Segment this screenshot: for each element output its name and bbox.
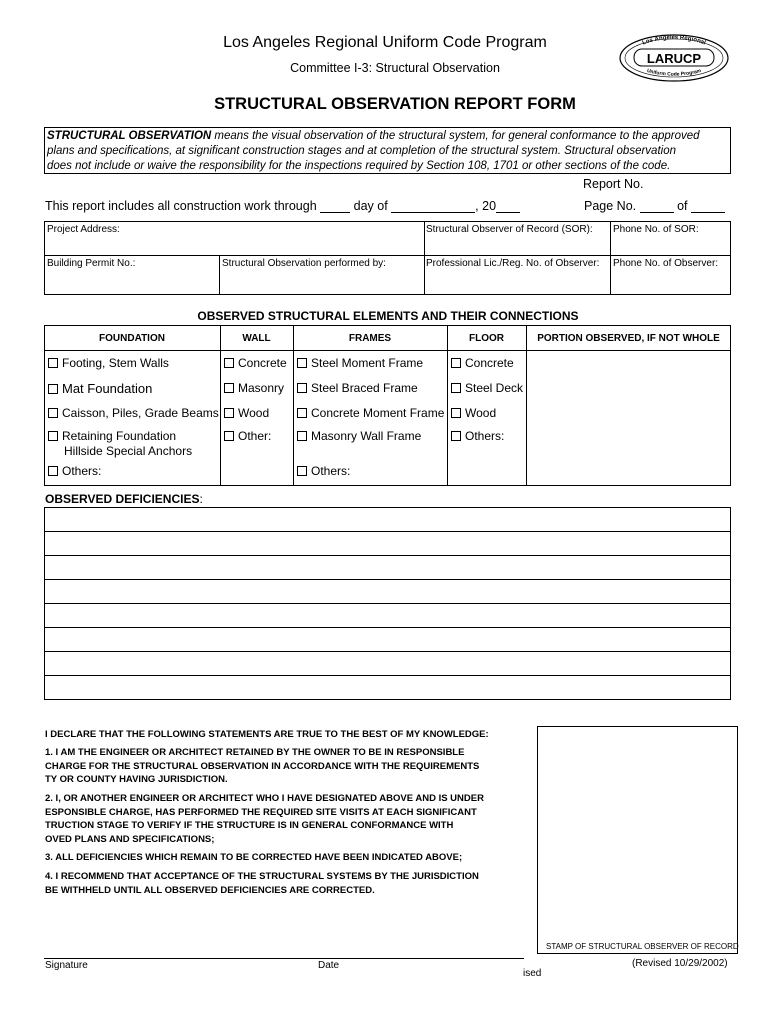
checkbox-icon — [297, 383, 307, 393]
wall-concrete-checkbox[interactable] — [224, 356, 287, 370]
work-through-prefix: This report includes all construction work through — [45, 199, 317, 213]
committee-subtitle: Committee I-3: Structural Observation — [290, 61, 500, 75]
checkbox-label: Caisson, Piles, Grade Beams — [62, 406, 219, 420]
signature-line[interactable] — [44, 958, 524, 959]
declaration-intro: I DECLARE THAT THE FOLLOWING STATEMENTS ARE TRUE TO THE BEST OF MY KNOWLEDGE: — [45, 729, 489, 740]
checkbox-icon — [48, 431, 58, 441]
phone-observer-field[interactable]: Phone No. of Observer: — [613, 258, 719, 269]
footer-fragment: ised — [523, 968, 542, 979]
checkbox-label: Concrete — [238, 356, 287, 370]
foundation-footing-checkbox[interactable] — [48, 356, 169, 370]
frames-steel-moment-checkbox[interactable] — [297, 356, 423, 370]
deficiencies-colon: : — [199, 492, 203, 506]
frames-masonry-wall-checkbox[interactable] — [297, 429, 421, 443]
page-total-field[interactable] — [691, 200, 725, 213]
declaration-statement-1 — [45, 746, 522, 787]
deficiency-line — [44, 579, 731, 580]
definition-text-1: means the visual observation of the structural system, for general conformance to the approved — [211, 130, 700, 142]
date-label: Date — [318, 960, 340, 971]
floor-others-checkbox[interactable] — [451, 429, 504, 443]
stamp-label: STAMP OF STRUCTURAL OBSERVER OF RECORD — [546, 942, 739, 951]
project-address-field[interactable]: Project Address: — [47, 224, 120, 235]
checkbox-label: Concrete Moment Frame — [311, 406, 445, 420]
checkbox-label: Others: — [311, 464, 351, 478]
checkbox-label: Steel Braced Frame — [311, 381, 418, 395]
checkbox-icon — [224, 383, 234, 393]
declaration-line: TRUCTION STAGE TO VERIFY IF THE STRUCTURE IS IN GENERAL CONFORMANCE WITH — [45, 820, 454, 831]
checkbox-icon — [451, 408, 461, 418]
year-prefix: , 20 — [475, 199, 497, 213]
declaration-line: ESPONSIBLE CHARGE, HAS PERFORMED THE REQUIRED SITE VISITS AT EACH SIGNIFICANT — [45, 806, 477, 818]
foundation-hillside-label: Hillside Special Anchors — [64, 444, 193, 458]
phone-sor-field[interactable]: Phone No. of SOR: — [613, 224, 699, 235]
checkbox-icon — [297, 466, 307, 476]
work-through-line — [45, 199, 520, 213]
org-title: Los Angeles Regional Uniform Code Program — [223, 34, 547, 51]
checkbox-label: Others: — [62, 464, 102, 478]
declaration-line: OVED PLANS AND SPECIFICATIONS; — [45, 833, 215, 845]
declaration-statement-3: 3. ALL DEFICIENCIES WHICH REMAIN TO BE CORRECTED HAVE BEEN INDICATED ABOVE; — [45, 852, 463, 863]
performed-by-field[interactable]: Structural Observation performed by: — [222, 258, 386, 269]
header-foundation: FOUNDATION — [99, 333, 165, 344]
revised-label: (Revised 10/29/2002) — [632, 958, 728, 969]
deficiency-line — [44, 651, 731, 652]
declaration-statement-4 — [45, 870, 522, 897]
elements-title: OBSERVED STRUCTURAL ELEMENTS AND THEIR CONNECTIONS — [197, 309, 579, 323]
declaration-line: BE WITHHELD UNTIL ALL OBSERVED DEFICIENCIES ARE CORRECTED. — [45, 884, 375, 896]
header-floor: FLOOR — [469, 333, 504, 344]
checkbox-icon — [451, 383, 461, 393]
declaration-line: CHARGE FOR THE STRUCTURAL OBSERVATION IN ACCORDANCE WITH THE REQUIREMENTS — [45, 760, 480, 772]
foundation-retaining-checkbox[interactable] — [48, 429, 176, 443]
frames-concrete-moment-checkbox[interactable] — [297, 406, 444, 420]
declaration-line: 2. I, OR ANOTHER ENGINEER OR ARCHITECT WHO I HAVE DESIGNATED ABOVE AND IS UNDER — [45, 793, 484, 804]
declaration-line: 4. I RECOMMEND THAT ACCEPTANCE OF THE STRUCTURAL SYSTEMS BY THE JURISDICTION — [45, 871, 479, 882]
wall-wood-checkbox[interactable] — [224, 406, 269, 420]
checkbox-icon — [48, 384, 58, 394]
deficiency-line — [44, 675, 731, 676]
permit-field[interactable]: Building Permit No.: — [47, 258, 136, 269]
header-frames: FRAMES — [348, 333, 392, 344]
foundation-caisson-checkbox[interactable] — [48, 406, 219, 420]
deficiency-line — [44, 627, 731, 628]
month-field[interactable] — [391, 200, 475, 213]
wall-other-checkbox[interactable] — [224, 429, 271, 443]
checkbox-label: Footing, Stem Walls — [62, 356, 169, 370]
checkbox-label: Others: — [465, 429, 505, 443]
floor-wood-checkbox[interactable] — [451, 406, 496, 420]
wall-masonry-checkbox[interactable] — [224, 381, 284, 395]
checkbox-icon — [451, 358, 461, 368]
header-portion: PORTION OBSERVED, IF NOT WHOLE — [537, 333, 720, 344]
declaration-line: 1. I AM THE ENGINEER OR ARCHITECT RETAINED BY THE OWNER TO BE IN RESPONSIBLE — [45, 747, 465, 758]
checkbox-icon — [451, 431, 461, 441]
checkbox-label: Mat Foundation — [62, 381, 153, 396]
day-of-label: day of — [353, 199, 388, 213]
frames-others-checkbox[interactable] — [297, 464, 350, 478]
license-field[interactable]: Professional Lic./Reg. No. of Observer: — [426, 258, 600, 269]
definition-line-1 — [47, 130, 700, 142]
foundation-mat-checkbox[interactable] — [48, 381, 152, 396]
page-of-label: of — [677, 199, 688, 213]
checkbox-icon — [297, 358, 307, 368]
definition-line-3: does not include or waive the responsibility for the inspections required by Section 108, 1701 or other sections of the code. — [47, 160, 671, 172]
logo-top-text: Los Angeles Regional — [641, 34, 707, 47]
page-no-line — [584, 199, 725, 213]
checkbox-icon — [48, 408, 58, 418]
page-no-label: Page No. — [584, 199, 637, 213]
checkbox-label: Masonry — [238, 381, 285, 395]
logo-main-text: LARUCP — [646, 51, 702, 66]
checkbox-label: Masonry Wall Frame — [311, 429, 422, 443]
checkbox-icon — [297, 408, 307, 418]
year-field[interactable] — [496, 200, 520, 213]
floor-steel-deck-checkbox[interactable] — [451, 381, 523, 395]
logo-bottom-text: Uniform Code Program — [646, 67, 702, 78]
deficiency-line — [44, 603, 731, 604]
floor-concrete-checkbox[interactable] — [451, 356, 514, 370]
larucp-logo — [618, 33, 730, 83]
checkbox-icon — [297, 431, 307, 441]
deficiencies-title — [45, 492, 203, 506]
checkbox-label: Wood — [465, 406, 497, 420]
page-no-field[interactable] — [640, 200, 674, 213]
stamp-box[interactable] — [537, 726, 738, 954]
definition-term: STRUCTURAL OBSERVATION — [47, 130, 212, 142]
checkbox-icon — [48, 358, 58, 368]
form-title: STRUCTURAL OBSERVATION REPORT FORM — [214, 95, 576, 113]
frames-steel-braced-checkbox[interactable] — [297, 381, 418, 395]
declaration-statement-2 — [45, 792, 522, 846]
checkbox-label: Steel Moment Frame — [311, 356, 424, 370]
checkbox-label: Concrete — [465, 356, 514, 370]
header-wall: WALL — [242, 333, 271, 344]
deficiency-line — [44, 555, 731, 556]
sor-field[interactable]: Structural Observer of Record (SOR): — [426, 224, 593, 235]
checkbox-icon — [224, 408, 234, 418]
checkbox-icon — [224, 431, 234, 441]
checkbox-icon — [224, 358, 234, 368]
foundation-others-checkbox[interactable] — [48, 464, 101, 478]
checkbox-label: Other: — [238, 429, 272, 443]
deficiency-line — [44, 531, 731, 532]
report-no-label: Report No. — [583, 177, 644, 191]
checkbox-icon — [48, 466, 58, 476]
definition-line-2: plans and specifications, at significant construction stages and at completion of the structural system. Structural observation — [47, 145, 676, 157]
checkbox-label: Steel Deck — [465, 381, 524, 395]
signature-label: Signature — [45, 960, 88, 971]
checkbox-label: Retaining Foundation — [62, 429, 177, 443]
declaration-line: TY OR COUNTY HAVING JURISDICTION. — [45, 774, 228, 785]
deficiencies-label: OBSERVED DEFICIENCIES — [45, 492, 200, 506]
checkbox-label: Wood — [238, 406, 270, 420]
day-field[interactable] — [320, 200, 350, 213]
